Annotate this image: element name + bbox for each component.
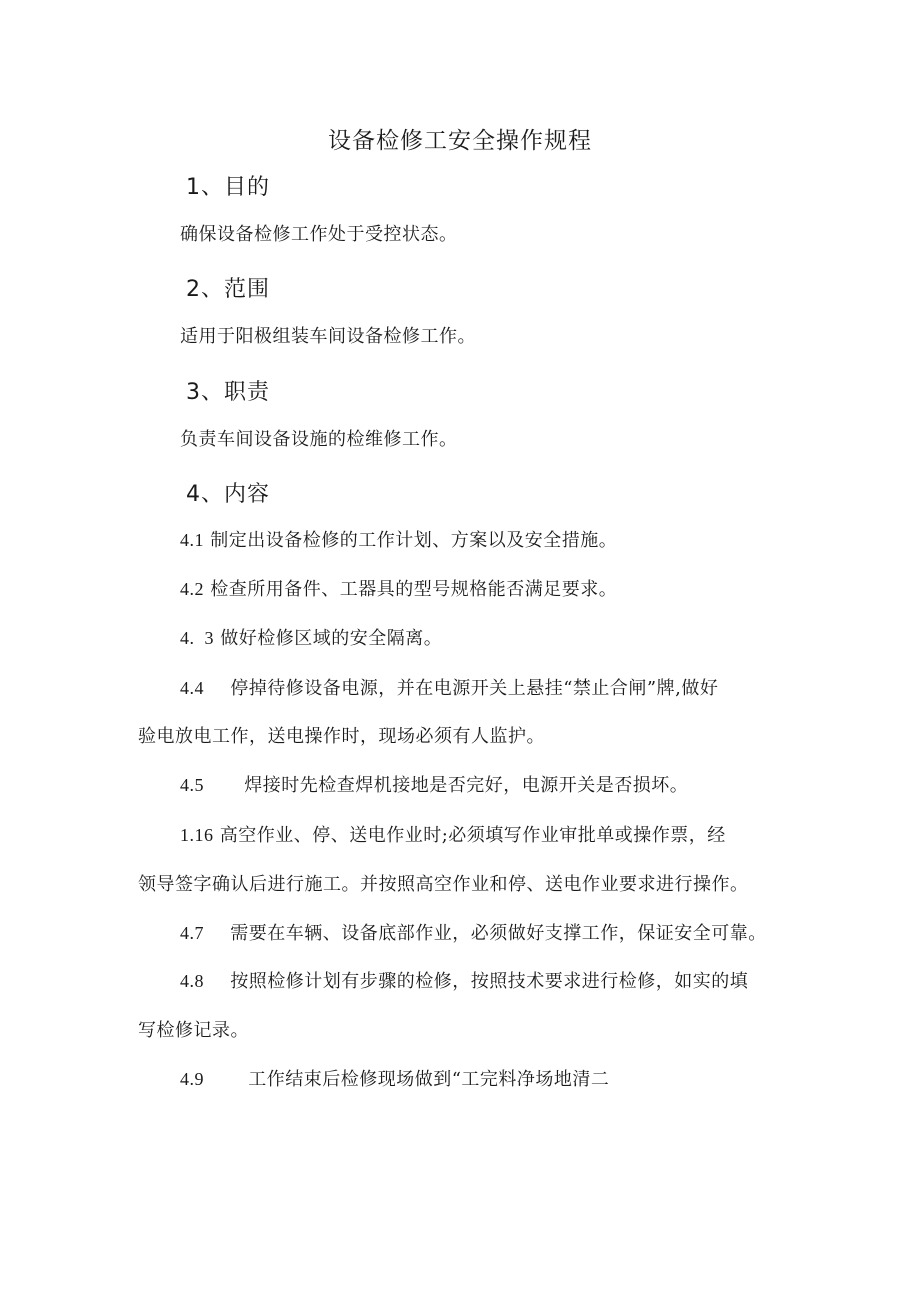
item-number: 4. 3 <box>180 628 214 648</box>
item-text: 高空作业、停、送电作业时;必须填写作业审批单或操作票，经 <box>219 825 726 846</box>
section-body-duties: 负责车间设备设施的检维修工作。 <box>180 429 458 450</box>
item-number: 4.4 <box>180 678 204 698</box>
section-body-scope: 适用于阳极组装车间设备检修工作。 <box>180 326 476 347</box>
section-heading-scope: 2、范围 <box>186 277 270 302</box>
item-continuation: 验电放电工作，送电操作时，现场必须有人监护。 <box>138 726 545 747</box>
content-item <box>180 1065 609 1091</box>
section-heading-purpose: 1、目的 <box>186 175 270 200</box>
item-text: 焊接时先检查焊机接地是否完好，电源开关是否损坏。 <box>244 775 689 796</box>
section-heading-content: 4、内容 <box>186 482 270 507</box>
item-text: 制定出设备检修的工作计划、方案以及安全措施。 <box>210 530 618 551</box>
item-number: 4.2 <box>180 579 204 599</box>
content-item <box>180 919 767 945</box>
content-item <box>180 967 748 993</box>
item-text: 按照检修计划有步骤的检修，按照技术要求进行检修，如实的填 <box>230 971 749 992</box>
item-number: 4.5 <box>180 775 204 795</box>
item-text: 做好检修区域的安全隔离。 <box>220 628 443 649</box>
item-number: 1.16 <box>180 825 214 845</box>
content-item <box>180 526 617 552</box>
content-item <box>180 674 718 700</box>
item-number: 4.1 <box>180 530 204 550</box>
item-text: 工作结束后检修现场做到“工完料净场地清二 <box>248 1069 610 1090</box>
item-number: 4.9 <box>180 1069 204 1089</box>
item-text: 需要在车辆、设备底部作业，必须做好支撑工作，保证安全可靠。 <box>230 923 767 944</box>
item-number: 4.8 <box>180 971 204 991</box>
item-number: 4.7 <box>180 923 204 943</box>
content-item <box>180 821 726 847</box>
content-item <box>180 771 688 797</box>
item-continuation: 领导签字确认后进行施工。并按照高空作业和停、送电作业要求进行操作。 <box>138 874 749 895</box>
document-title: 设备检修工安全操作规程 <box>328 128 592 154</box>
item-text: 停掉待修设备电源，并在电源开关上悬挂“禁止合闸”牌,做好 <box>230 678 719 699</box>
item-text: 检查所用备件、工器具的型号规格能否满足要求。 <box>210 579 618 600</box>
section-body-purpose: 确保设备检修工作处于受控状态。 <box>180 224 458 245</box>
item-continuation: 写检修记录。 <box>138 1020 249 1041</box>
section-heading-duties: 3、职责 <box>186 380 270 405</box>
content-item <box>180 575 617 601</box>
content-item <box>180 624 442 650</box>
